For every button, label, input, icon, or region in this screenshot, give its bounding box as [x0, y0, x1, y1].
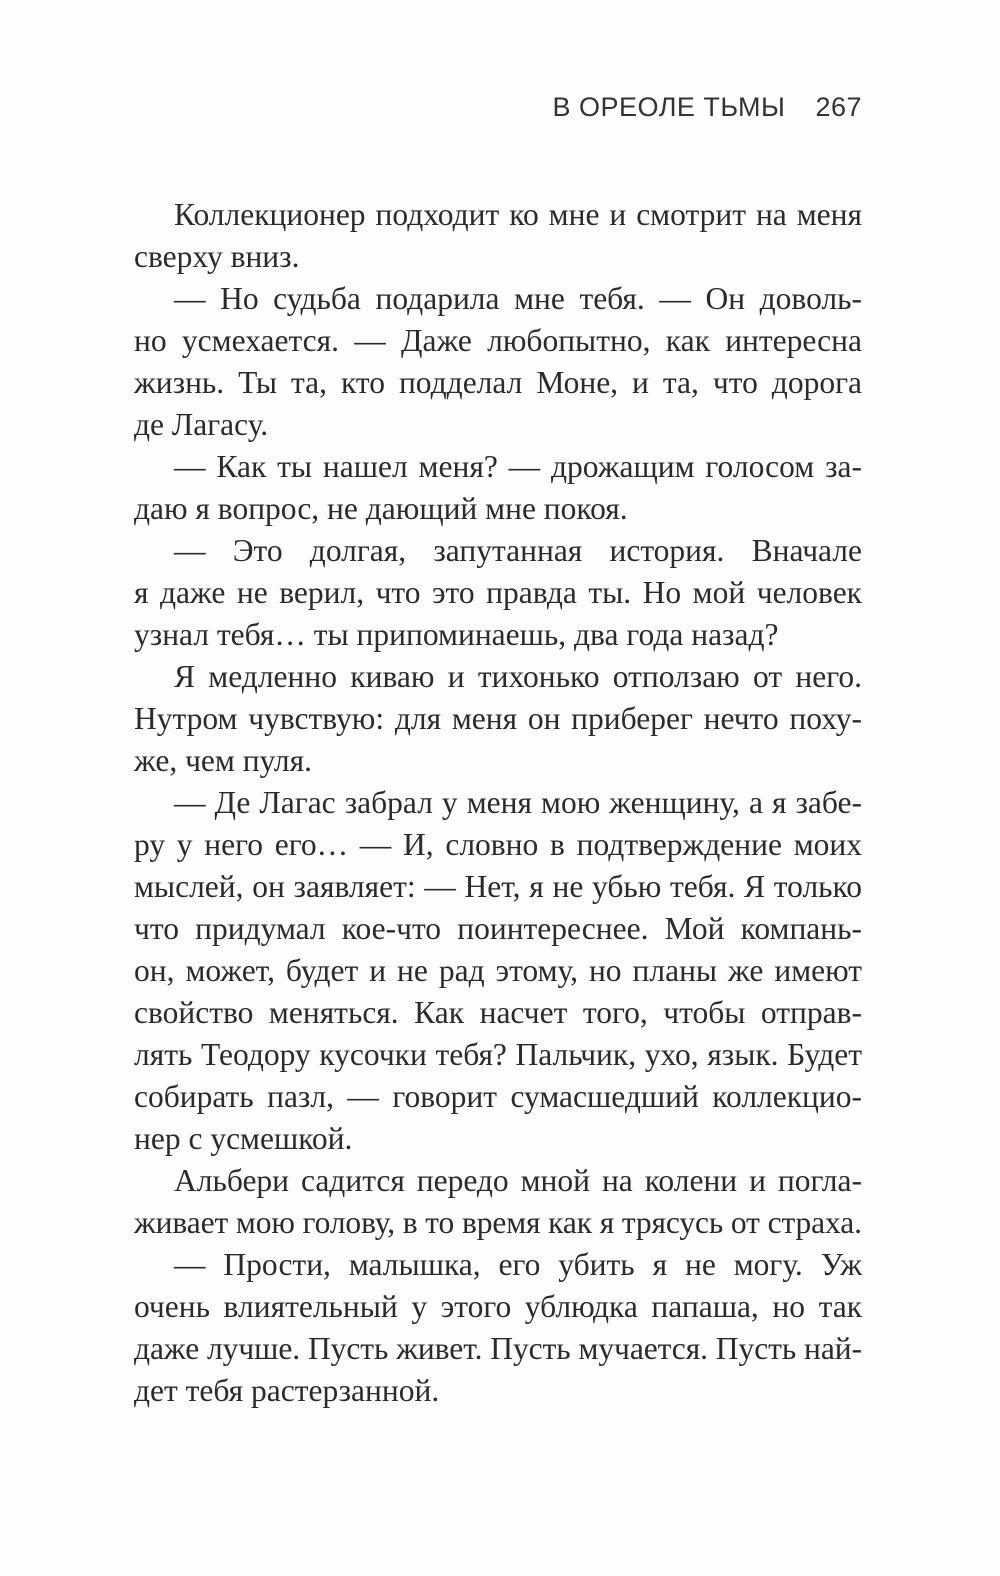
text-line: лять Теодору кусочки тебя? Пальчик, ухо, язык. Будет [134, 1037, 862, 1072]
text-line: — Прости, малышка, его убить я не могу. Уж [174, 1247, 862, 1282]
text-line: — Как ты нашел меня? — дрожащим голосом за- [174, 449, 862, 484]
text-line: даю я вопрос, не дающий мне покоя. [134, 491, 628, 526]
text-line: же, чем пуля. [134, 743, 313, 778]
page-number: 267 [815, 92, 862, 122]
text-line: Коллекционер подходит ко мне и смотрит на меня [174, 197, 862, 232]
text-line: сверху вниз. [134, 239, 300, 274]
text-line: он, может, будет и не рад этому, но планы же имеют [134, 953, 862, 988]
text-line: но усмехается. — Даже любопытно, как интересна [134, 323, 862, 358]
body-text [134, 194, 862, 1412]
text-line: нер с усмешкой. [134, 1121, 353, 1156]
text-line: живает мою голову, в то время как я трясусь от страха. [134, 1205, 862, 1240]
text-line: я даже не верил, что это правда ты. Но мой человек [134, 575, 862, 610]
text-line: — Но судьба подарила мне тебя. — Он доволь- [174, 281, 862, 316]
text-line: — Де Лагас забрал у меня мою женщину, а я забе- [174, 785, 862, 820]
text-line: узнал тебя… ты припоминаешь, два года назад? [134, 617, 779, 652]
text-line: — Это долгая, запутанная история. Вначале [174, 533, 862, 568]
text-line: жизнь. Ты та, кто подделал Моне, и та, что дорога [134, 365, 862, 400]
text-line: даже лучше. Пусть живет. Пусть мучается. Пусть най- [134, 1331, 862, 1366]
text-line: ру у него его… — И, словно в подтверждение моих [134, 827, 862, 862]
text-line: де Лагасу. [134, 407, 269, 442]
running-head [552, 92, 862, 123]
text-line: собирать пазл, — говорит сумасшедший коллекцио- [134, 1079, 862, 1114]
text-line: дет тебя растерзанной. [134, 1373, 440, 1408]
running-title: В ОРЕОЛЕ ТЬМЫ [552, 92, 786, 122]
text-line: Я медленно киваю и тихонько отползаю от него. [174, 659, 862, 694]
text-line: свойство меняться. Как насчет того, чтобы отправ- [134, 995, 862, 1030]
text-line: Альбери садится передо мной на колени и погла- [174, 1163, 862, 1198]
text-line: Нутром чувствую: для меня он приберег нечто поху- [134, 701, 862, 736]
text-line: что придумал кое-что поинтереснее. Мой компань- [134, 911, 862, 946]
text-line: мыслей, он заявляет: — Нет, я не убью тебя. Я только [134, 869, 862, 904]
text-line: очень влиятельный у этого ублюдка папаша, но так [134, 1289, 862, 1324]
